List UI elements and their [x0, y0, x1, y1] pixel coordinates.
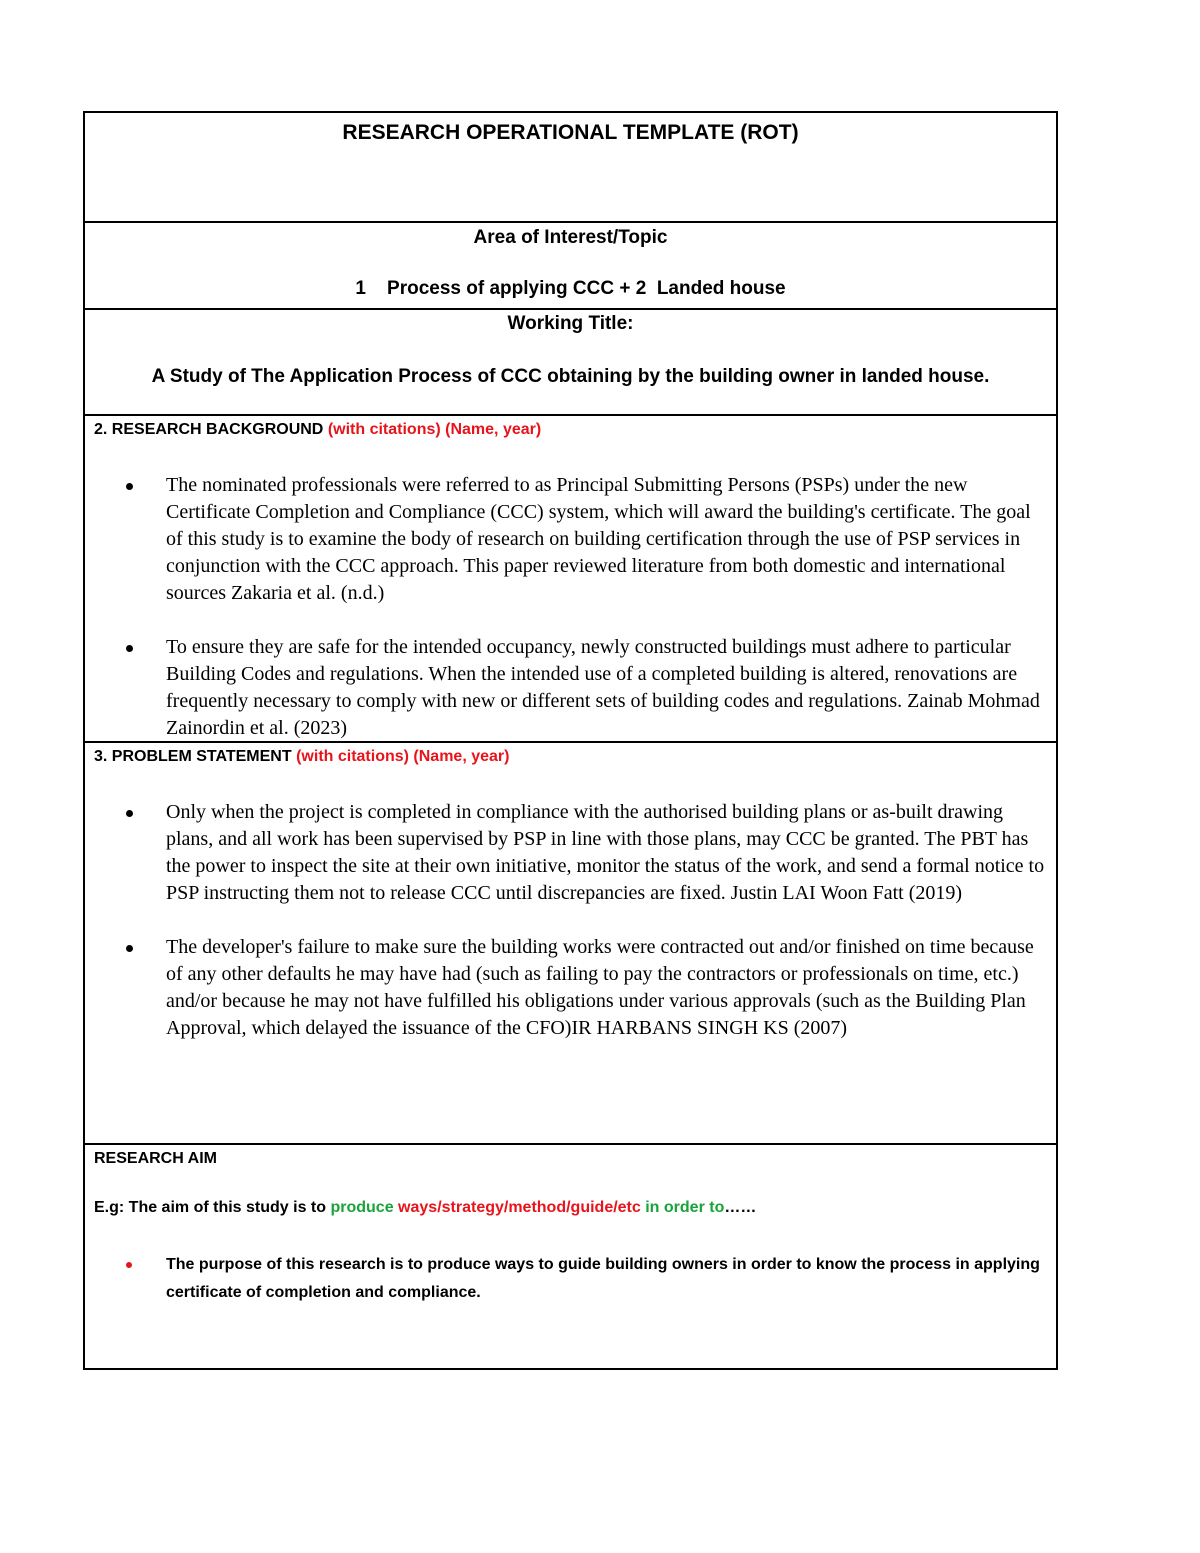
bullet-icon [126, 810, 133, 817]
citation-note: (with citations) (Name, year) [296, 748, 510, 765]
problem-statement-heading [94, 748, 509, 766]
example-prefix: E.g: The aim of this study is to [94, 1199, 331, 1216]
section-heading-text: 2. RESEARCH BACKGROUND [94, 421, 324, 438]
aim-text: The purpose of this research is to produce ways to guide building owners in order to know the process in applying certificate of completion and compliance. [166, 1256, 1040, 1301]
bullet-icon [126, 945, 133, 952]
bullet-icon [126, 645, 133, 652]
area-of-interest-row [85, 223, 1056, 310]
page-title: RESEARCH OPERATIONAL TEMPLATE (ROT) [342, 121, 799, 144]
bullet-text: To ensure they are safe for the intended occupancy, newly constructed buildings must adhere to particular Building Codes and regulations. When the intended use of a completed building is altered, renovations are frequently necessary to comply with new or different sets of building codes and regulations. Zainab Mohmad Zainordin et al. (2023) [166, 636, 1040, 739]
example-ways: ways/strategy/method/guide/etc [398, 1199, 641, 1216]
example-produce: produce [330, 1199, 394, 1216]
section-heading-text: 3. PROBLEM STATEMENT [94, 748, 292, 765]
list-item [125, 634, 1046, 742]
research-aim-row [85, 1145, 1056, 1368]
research-aim-heading: RESEARCH AIM [94, 1150, 217, 1167]
bullet-icon [126, 483, 133, 490]
list-item [125, 1251, 1046, 1307]
list-item [125, 799, 1046, 907]
background-list [125, 472, 1046, 742]
research-background-row [85, 416, 1056, 743]
title-row [85, 113, 1056, 223]
working-title-label: Working Title: [507, 313, 634, 334]
example-suffix: …… [724, 1199, 757, 1216]
working-title-row [85, 310, 1056, 416]
problem-statement-row [85, 743, 1056, 1145]
problem-list [125, 799, 1046, 1042]
list-item [125, 472, 1046, 607]
bullet-text: The developer's failure to make sure the building works were contracted out and/or finished on time because of any other defaults he may have had (such as failing to pay the contractors or professionals on time, etc.) and/or because he may not have fulfilled his obligations under various approvals (such as the Building Plan Approval, which delayed the issuance of the CFO)IR HARBANS SINGH KS (2007) [166, 936, 1034, 1039]
aim-example [94, 1199, 756, 1217]
example-in-order-to: in order to [645, 1199, 725, 1216]
bullet-text: Only when the project is completed in compliance with the authorised building plans or as-built drawing plans, and all work has been supervised by PSP in line with those plans, may CCC be granted. The PBT has the power to inspect the site at their own initiative, monitor the status of the work, and send a formal notice to PSP instructing them not to release CCC until discrepancies are fixed. Justin LAI Woon Fatt (2019) [166, 801, 1045, 904]
bullet-text: The nominated professionals were referred to as Principal Submitting Persons (PSPs) under the new Certificate Completion and Compliance (CCC) system, which will award the building's certificate. The goal of this study is to examine the body of research on building certification through the use of PSP services in conjunction with the CCC approach. This paper reviewed literature from both domestic and international sources Zakaria et al. (n.d.) [166, 474, 1031, 604]
citation-note: (with citations) (Name, year) [327, 421, 542, 438]
bullet-icon [126, 1262, 132, 1268]
rot-table [83, 111, 1058, 1370]
area-label: Area of Interest/Topic [473, 227, 668, 248]
list-item [125, 934, 1046, 1042]
aim-list [125, 1251, 1046, 1307]
research-background-heading [94, 421, 541, 439]
working-title-text: A Study of The Application Process of CCC obtaining by the building owner in landed house. [151, 366, 990, 387]
area-topic: 1 Process of applying CCC + 2 Landed house [355, 278, 786, 299]
